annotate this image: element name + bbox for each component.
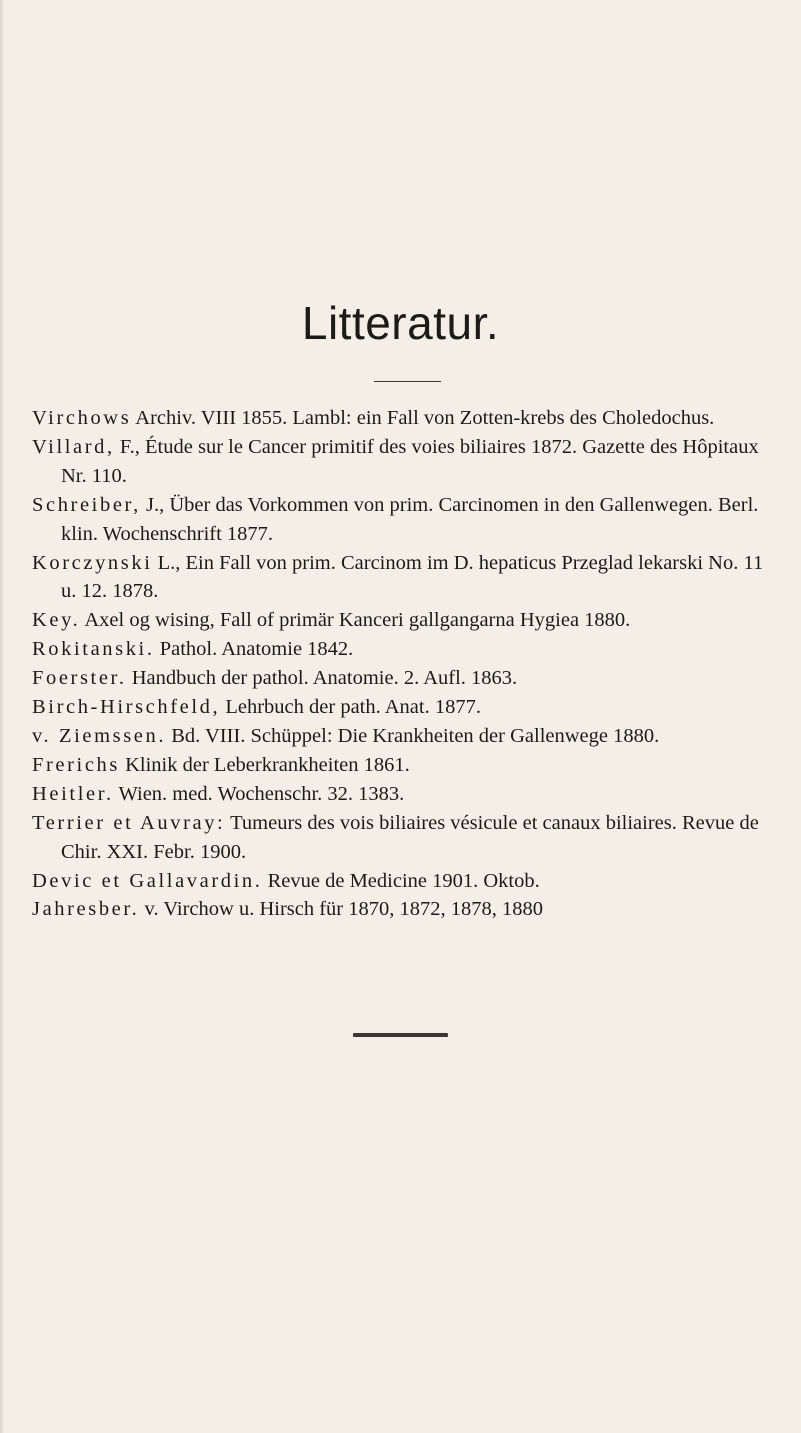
reference-item [32,664,772,693]
reference-text: F., Étude sur le Cancer primitif des voies biliaires 1872. Gazette des Hôpitaux Nr. 110. [61,435,759,487]
reference-text: Handbuch der pathol. Anatomie. 2. Aufl. 1863. [131,667,518,690]
reference-text: Lehrbuch der path. Anat. 1877. [225,696,481,719]
reference-item [32,635,772,664]
reference-author: Jahresber. [32,898,140,921]
reference-author: Korczynski [32,551,153,574]
reference-text: Tumeurs des vois biliaires vésicule et canaux biliaires. Revue de Chir. XXI. Febr. 1900. [61,811,759,863]
reference-text: J., Über das Vorkommen von prim. Carcinomen in den Gallenwegen. Berl. klin. Wochenschrift 1877. [61,493,759,545]
reference-text: v. Virchow u. Hirsch für 1870, 1872, 1878, 1880 [144,898,544,921]
reference-item [32,433,772,491]
reference-item [32,722,772,751]
reference-item [32,549,772,607]
reference-item [32,809,772,867]
reference-author: Virchows [32,407,132,429]
reference-text: Revue de Medicine 1901. Oktob. [267,869,540,892]
title-divider [374,381,441,382]
reference-text: Axel og wising, Fall of primär Kanceri gallgangarna Hygiea 1880. [84,609,631,632]
reference-item [32,780,772,809]
reference-author: Terrier et Auvray: [32,811,226,834]
reference-author: Villard, [32,435,115,458]
reference-author: Foerster. [32,667,127,690]
reference-author: Devic et Gallavardin. [32,869,263,892]
reference-text: Bd. VIII. Schüppel: Die Krankheiten der Gallenwege 1880. [171,724,660,747]
reference-list [32,404,772,924]
reference-text: L., Ein Fall von prim. Carcinom im D. hepaticus Przeglad lekarski No. 11 u. 12. 1878. [61,551,764,603]
reference-item [32,491,772,549]
reference-author: Frerichs [32,753,120,776]
page-edge-shadow [0,0,4,1433]
reference-author: Heitler. [32,782,114,805]
reference-author: Schreiber, [32,493,141,516]
reference-item [32,404,772,433]
reference-text: Pathol. Anatomie 1842. [159,638,354,661]
reference-item [32,751,772,780]
reference-author: Birch-Hirschfeld, [32,696,221,719]
reference-item [32,606,772,635]
page-title: Litteratur. [301,297,500,349]
reference-text: Wien. med. Wochenschr. 32. 1383. [118,782,405,805]
reference-author: Key. [32,609,81,632]
reference-text: Klinik der Leberkrankheiten 1861. [125,753,410,776]
reference-item [32,895,772,924]
reference-author: Rokitanski. [32,638,155,661]
reference-author: v. Ziemssen. [32,724,167,747]
reference-text: Archiv. VIII 1855. Lambl: ein Fall von Zotten-krebs des Choledochus. [135,407,715,429]
reference-item [32,867,772,896]
reference-item [32,693,772,722]
end-divider [353,1033,448,1037]
